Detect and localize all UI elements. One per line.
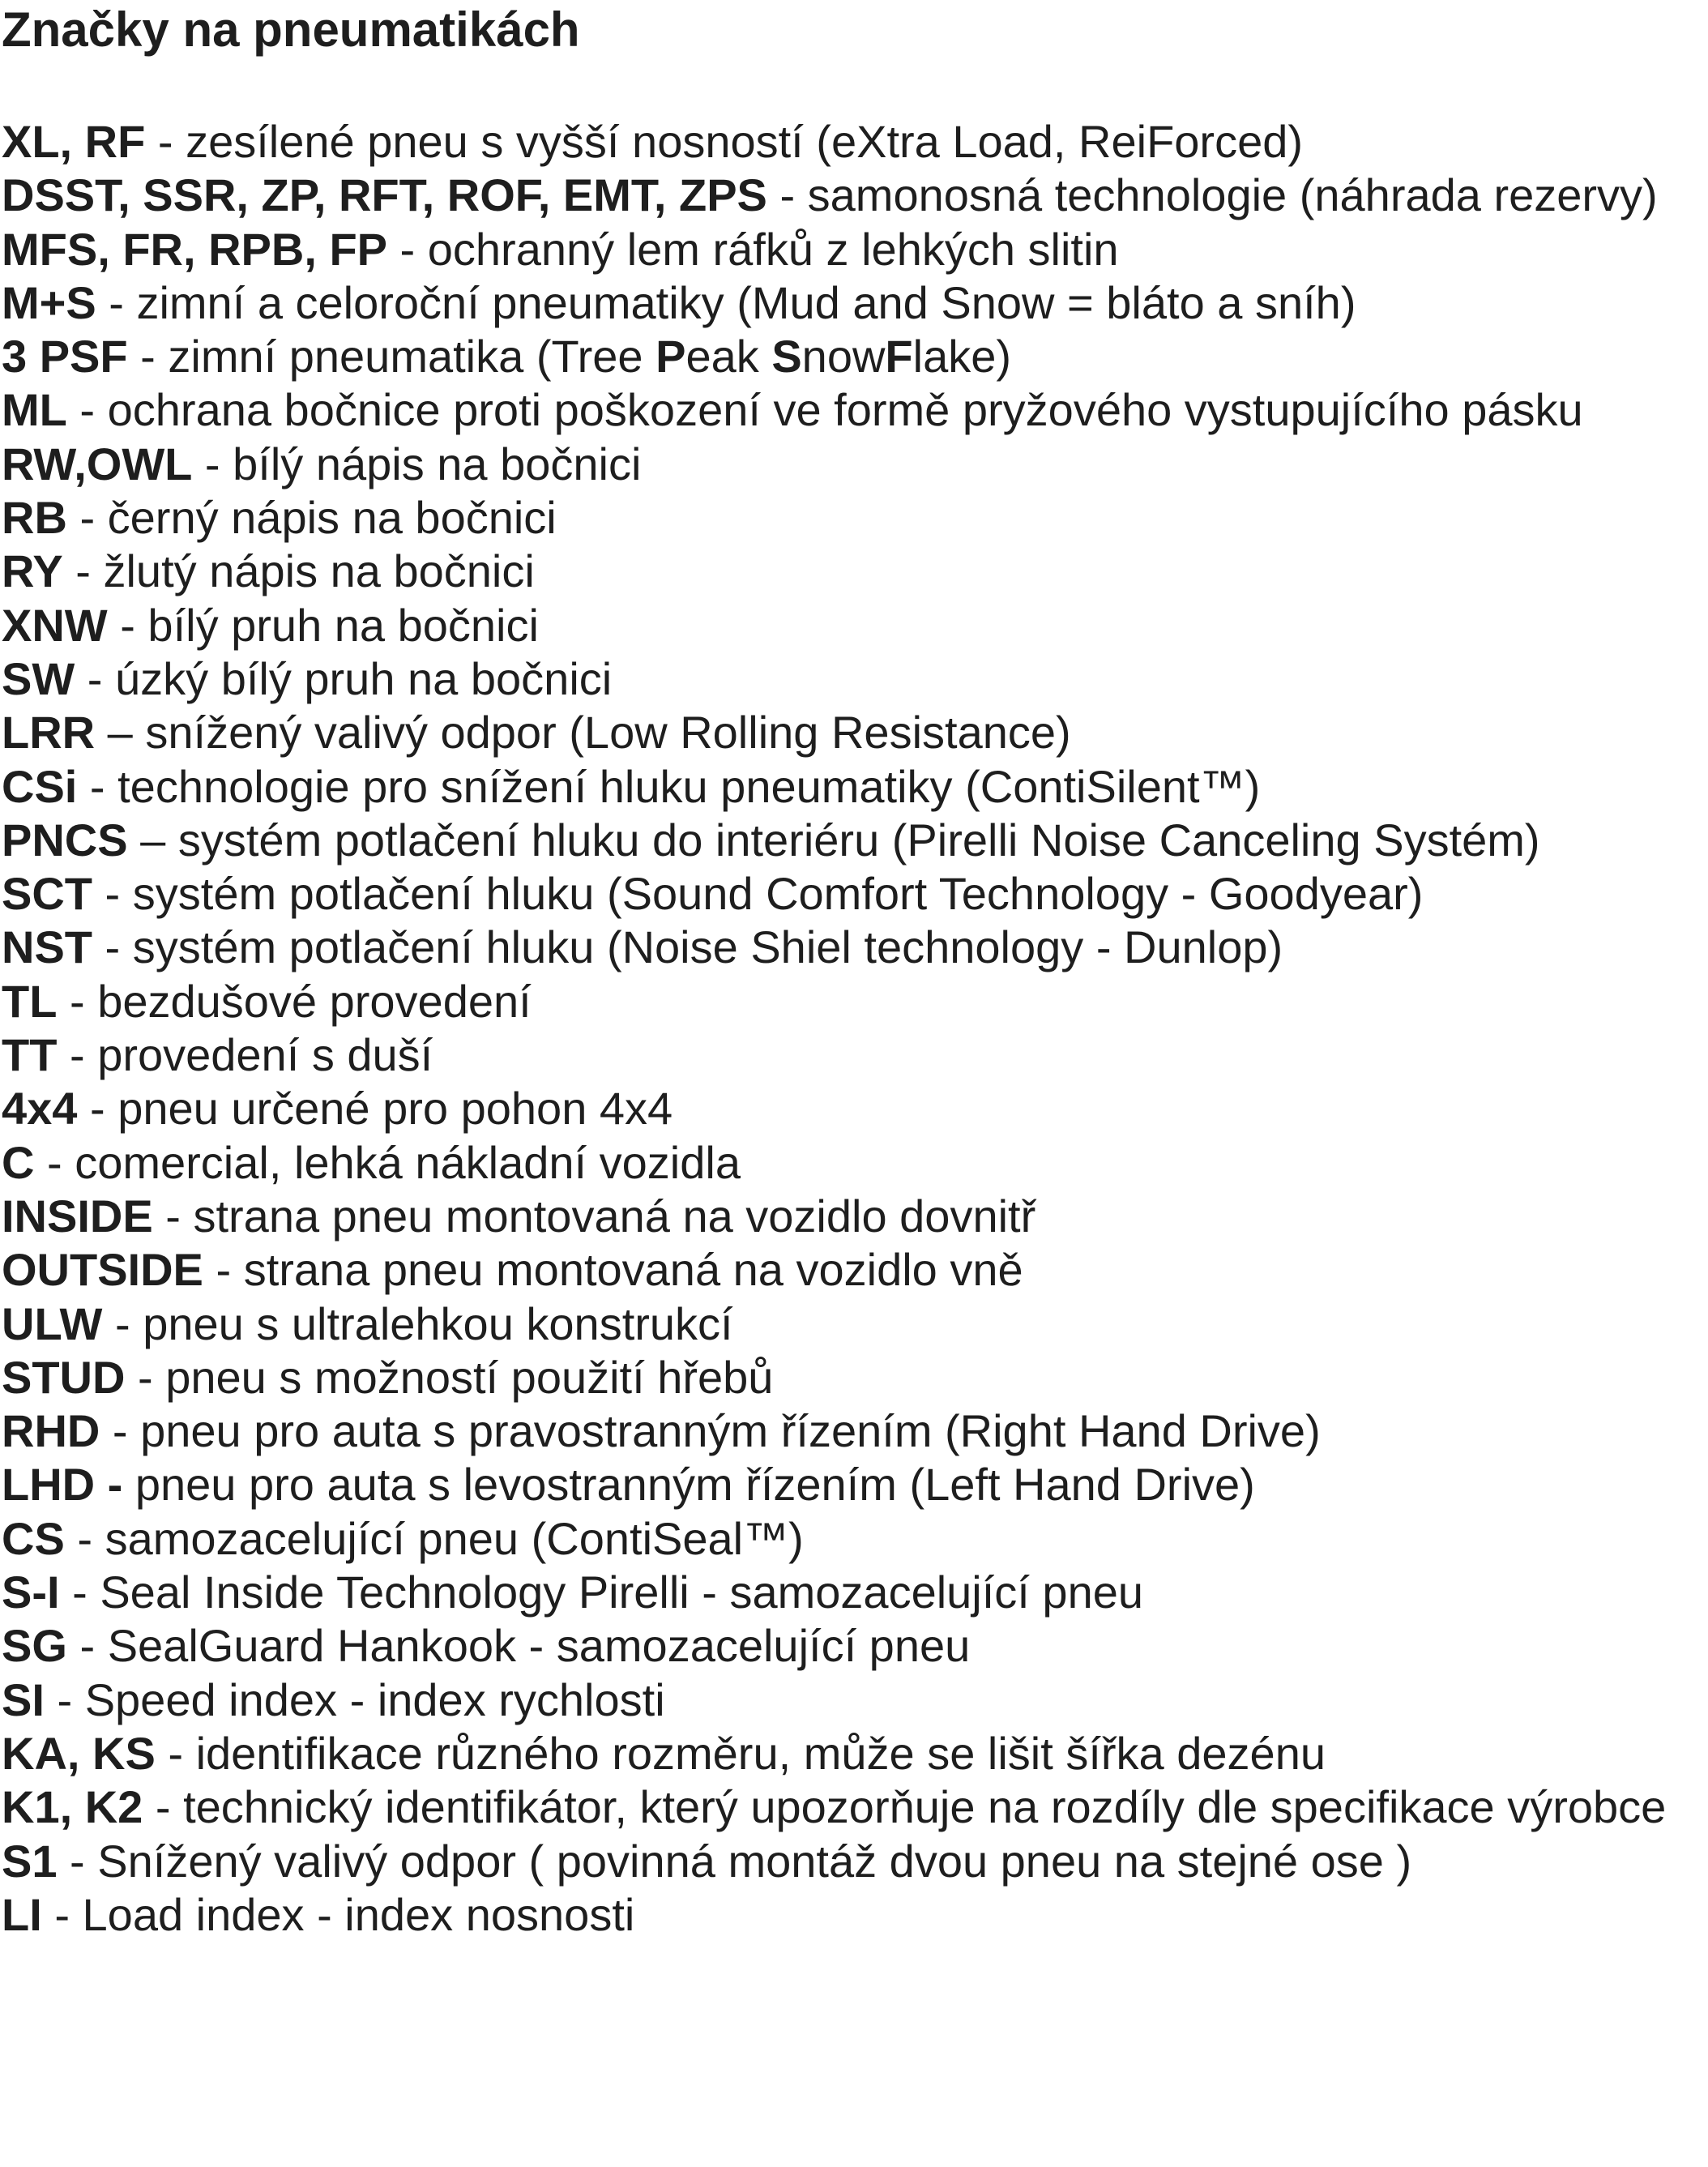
separator: -: [102, 1297, 143, 1349]
marking-description: eak: [685, 331, 772, 383]
marking-description: Speed index - index rychlosti: [84, 1673, 665, 1725]
marking-description: provedení s duší: [97, 1029, 433, 1081]
marking-description: technický identifikátor, který upozorňuje na rozdíly dle specifikace výrobce: [183, 1781, 1667, 1833]
separator: -: [57, 1029, 98, 1081]
marking-code: TT: [2, 1029, 58, 1081]
marking-code: ML: [2, 384, 67, 436]
marking-description: ochrana bočnice proti poškození ve formě pryžového vystupujícího pásku: [107, 384, 1583, 436]
separator: -: [62, 545, 104, 597]
list-item: [2, 652, 1703, 706]
marking-description: samozacelující pneu (ContiSeal™): [105, 1512, 804, 1564]
marking-description: strana pneu montovaná na vozidlo vně: [243, 1244, 1023, 1296]
marking-code: RHD: [2, 1405, 100, 1457]
marking-code: RB: [2, 492, 67, 544]
separator: -: [107, 599, 148, 651]
marking-code: DSST, SSR, ZP, RFT, ROF, EMT, ZPS: [2, 169, 767, 221]
list-item: [2, 330, 1703, 383]
list-item: [2, 1458, 1703, 1511]
list-item: [2, 1727, 1703, 1780]
separator: –: [95, 707, 146, 759]
list-item: [2, 1351, 1703, 1404]
marking-description: systém potlačení hluku (Noise Shiel technology - Dunlop): [132, 921, 1283, 973]
marking-description: Snížený valivý odpor ( povinná montáž dvou pneu na stejné ose ): [97, 1835, 1412, 1887]
list-item: [2, 1190, 1703, 1243]
page-title: Značky na pneumatikách: [2, 2, 580, 57]
marking-description: technologie pro snížení hluku pneumatiky (ContiSilent™): [117, 760, 1261, 812]
marking-code: NST: [2, 921, 92, 973]
list-item: [2, 1619, 1703, 1673]
separator: -: [387, 223, 428, 275]
marking-code: CS: [2, 1512, 65, 1564]
separator: -: [64, 1512, 105, 1564]
separator: -: [44, 1673, 85, 1725]
marking-description: bílý nápis na bočnici: [233, 438, 642, 489]
marking-code: XL, RF: [2, 116, 146, 167]
separator: -: [92, 868, 133, 920]
list-item: [2, 1136, 1703, 1190]
marking-description: comercial, lehká nákladní vozidla: [75, 1136, 741, 1188]
separator: -: [143, 1781, 184, 1833]
marking-code: K1, K2: [2, 1781, 143, 1833]
marking-description: pneu pro auta s pravostranným řízením (Right Hand Drive): [140, 1405, 1321, 1457]
separator: -: [57, 1835, 98, 1887]
marking-code: LRR: [2, 707, 96, 759]
list-item: [2, 814, 1703, 867]
list-item: [2, 1028, 1703, 1082]
marking-code: SG: [2, 1620, 67, 1672]
marking-description: P: [655, 331, 686, 383]
marking-code: S-I: [2, 1566, 60, 1618]
marking-code: KA, KS: [2, 1727, 156, 1779]
separator: [122, 1459, 135, 1510]
separator: -: [59, 1566, 100, 1618]
separator: -: [192, 438, 233, 489]
marking-code: MFS, FR, RPB, FP: [2, 223, 387, 275]
list-item: [2, 867, 1703, 921]
separator: -: [125, 1351, 166, 1403]
marking-description: zimní pneumatika (Tree: [168, 331, 656, 383]
marking-description: pneu s možností použití hřebů: [165, 1351, 774, 1403]
separator: -: [77, 760, 118, 812]
marking-code: ULW: [2, 1297, 103, 1349]
marking-description: pneu pro auta s levostranným řízením (Left Hand Drive): [135, 1459, 1255, 1511]
marking-description: F: [885, 331, 913, 383]
separator: -: [75, 652, 115, 704]
separator: -: [66, 384, 108, 436]
marking-code: 4x4: [2, 1083, 78, 1135]
list-item: [2, 169, 1703, 222]
list-item: [2, 1082, 1703, 1135]
marking-code: RW,OWL: [2, 438, 193, 489]
separator: -: [66, 1620, 108, 1672]
marking-description: Seal Inside Technology Pirelli - samozacelující pneu: [100, 1566, 1143, 1618]
separator: -: [152, 1190, 194, 1242]
marking-code: M+S: [2, 276, 96, 328]
list-item: [2, 599, 1703, 652]
marking-code: RY: [2, 545, 63, 597]
list-item: [2, 276, 1703, 330]
marking-description: strana pneu montovaná na vozidlo dovnitř: [193, 1190, 1036, 1242]
marking-description: černý nápis na bočnici: [107, 492, 557, 544]
list-item: [2, 491, 1703, 545]
marking-description: pneu s ultralehkou konstrukcí: [143, 1297, 733, 1349]
marking-code: TL: [2, 975, 58, 1027]
marking-description: now: [801, 331, 886, 383]
list-item: [2, 706, 1703, 759]
list-item: [2, 545, 1703, 598]
separator: -: [766, 169, 808, 221]
marking-code: PNCS: [2, 814, 128, 866]
list-item: [2, 1297, 1703, 1351]
marking-description: zimní a celoroční pneumatiky (Mud and Snow = bláto a sníh): [136, 276, 1356, 328]
separator: –: [127, 814, 178, 866]
marking-description: systém potlačení hluku (Sound Comfort Technology - Goodyear): [132, 868, 1424, 920]
separator: -: [34, 1136, 75, 1188]
list-item: [2, 438, 1703, 491]
list-item: [2, 1566, 1703, 1619]
marking-code: OUTSIDE: [2, 1244, 203, 1296]
separator: -: [41, 1888, 83, 1940]
separator: -: [203, 1244, 244, 1296]
list-item: [2, 223, 1703, 276]
marking-description: systém potlačení hluku do interiéru (Pirelli Noise Canceling Systém): [177, 814, 1540, 866]
separator: -: [145, 116, 186, 167]
marking-description: žlutý nápis na bočnici: [103, 545, 535, 597]
separator: -: [100, 1405, 141, 1457]
marking-code: 3 PSF: [2, 331, 128, 383]
marking-description: samonosná technologie (náhrada rezervy): [807, 169, 1658, 221]
marking-description: ochranný lem ráfků z lehkých slitin: [427, 223, 1119, 275]
marking-code: STUD: [2, 1351, 126, 1403]
separator: -: [127, 331, 169, 383]
marking-description: úzký bílý pruh na bočnici: [114, 652, 613, 704]
separator: -: [96, 276, 137, 328]
marking-code: LI: [2, 1888, 42, 1940]
marking-description: lake): [912, 331, 1012, 383]
list-item: [2, 921, 1703, 974]
list-item: [2, 760, 1703, 814]
separator: -: [155, 1727, 196, 1779]
marking-description: pneu určené pro pohon 4x4: [117, 1083, 673, 1135]
list-item: [2, 383, 1703, 437]
marking-code: XNW: [2, 599, 108, 651]
separator: -: [92, 921, 133, 973]
list-item: [2, 1780, 1703, 1834]
list-item: [2, 1243, 1703, 1297]
marking-description: bílý pruh na bočnici: [147, 599, 539, 651]
list-item: [2, 1673, 1703, 1727]
list-item: [2, 1835, 1703, 1888]
marking-code: CSi: [2, 760, 78, 812]
list-item: [2, 1512, 1703, 1566]
marking-code: S1: [2, 1835, 58, 1887]
marking-code: INSIDE: [2, 1190, 153, 1242]
marking-description: identifikace různého rozměru, může se lišit šířka dezénu: [195, 1727, 1326, 1779]
marking-code: C: [2, 1136, 35, 1188]
separator: -: [77, 1083, 118, 1135]
marking-description: zesílené pneu s vyšší nosností (eXtra Load, ReiForced): [186, 116, 1304, 167]
list-item: [2, 115, 1703, 169]
marking-code: SI: [2, 1673, 45, 1725]
marking-description: SealGuard Hankook - samozacelující pneu: [107, 1620, 971, 1672]
marking-code: SCT: [2, 868, 92, 920]
marking-description: S: [771, 331, 802, 383]
marking-description: Load index - index nosnosti: [82, 1888, 635, 1940]
marking-code: SW: [2, 652, 75, 704]
list-item: [2, 1404, 1703, 1458]
separator: -: [66, 492, 108, 544]
marking-code: LHD -: [2, 1459, 123, 1511]
tire-marking-list: [2, 115, 1703, 1942]
separator: -: [57, 975, 98, 1027]
list-item: [2, 975, 1703, 1028]
marking-description: snížený valivý odpor (Low Rolling Resistance): [145, 707, 1071, 759]
list-item: [2, 1888, 1703, 1942]
marking-description: bezdušové provedení: [97, 975, 532, 1027]
